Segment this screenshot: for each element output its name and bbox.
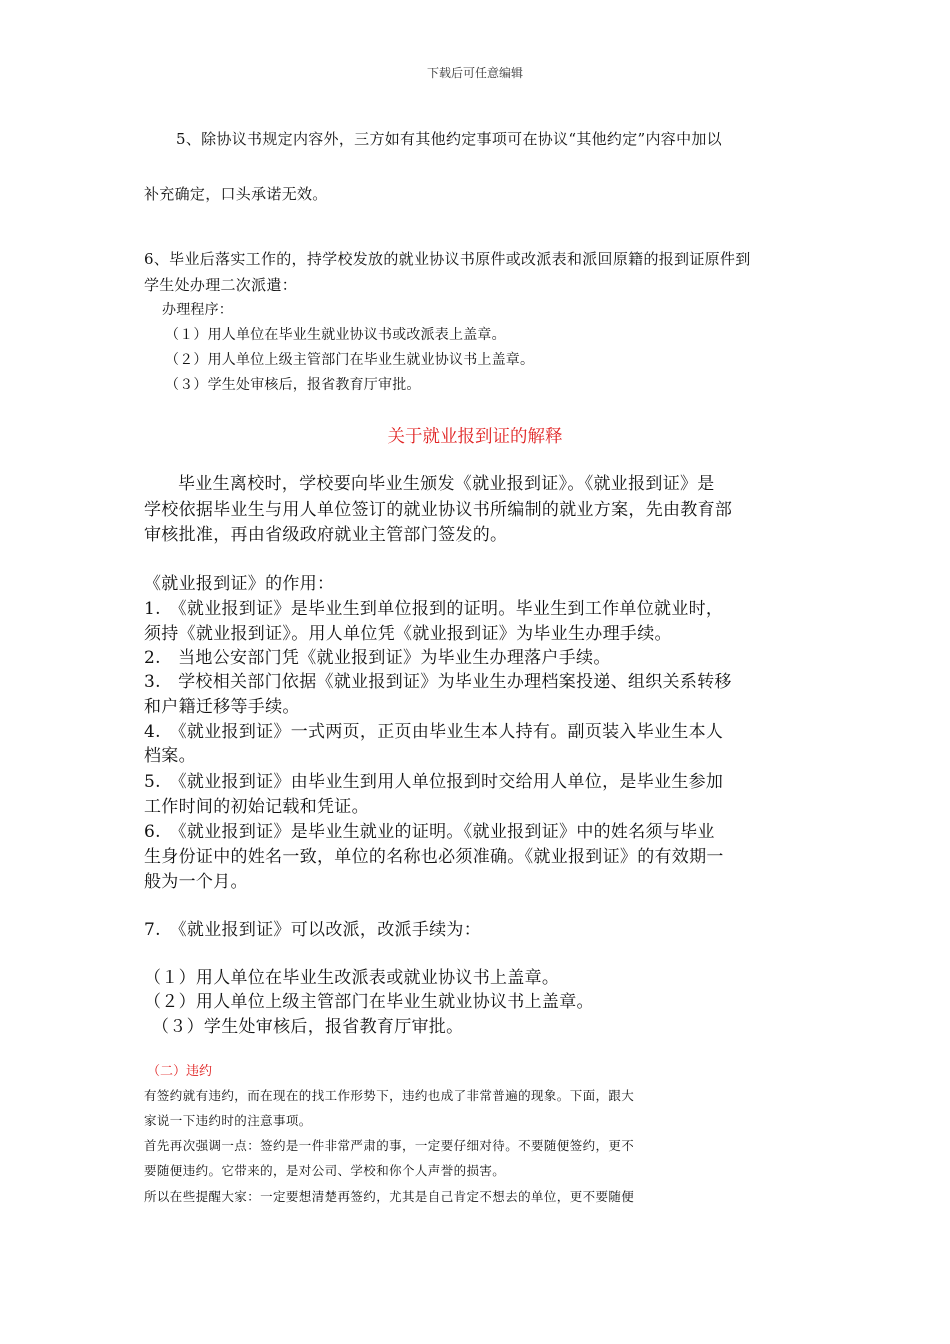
- page-header: 下载后可任意编辑: [426, 66, 523, 80]
- change-step: （２）用人单位上级主管部门在毕业生就业协议书上盖章。: [144, 992, 594, 1012]
- breach-line: 首先再次强调一点：签约是一件非常严肃的事，一定要仔细对待。不要随便签约，更不: [144, 1138, 635, 1153]
- role-item-line: 生身份证中的姓名一致，单位的名称也必须准确。《就业报到证》的有效期一: [144, 847, 724, 867]
- role-heading: 《就业报到证》的作用：: [144, 574, 335, 594]
- breach-heading: （二）违约: [147, 1064, 213, 1079]
- role-item-7: 7. 《就业报到证》可以改派，改派手续为：: [144, 920, 482, 940]
- paragraph-6-line-2: 学生处办理二次派遣：: [144, 276, 298, 294]
- paragraph-5-line-1: 5、除协议书规定内容外，三方如有其他约定事项可在协议“其他约定”内容中加以: [176, 130, 722, 148]
- role-item-line: 须持《就业报到证》。用人单位凭《就业报到证》为毕业生办理手续。: [144, 624, 672, 644]
- breach-line: 有签约就有违约，而在现在的找工作形势下，违约也成了非常普遍的现象。下面，跟大: [144, 1088, 635, 1103]
- role-item-line: 和户籍迁移等手续。: [144, 697, 300, 717]
- paragraph-6-line-1: 6、毕业后落实工作的，持学校发放的就业协议书原件或改派表和派回原籍的报到证原件到: [144, 250, 751, 268]
- intro-line-3: 审核批准，再由省级政府就业主管部门签发的。: [144, 525, 508, 545]
- role-item-line: 1. 《就业报到证》是毕业生到单位报到的证明。毕业生到工作单位就业时，: [144, 599, 724, 619]
- role-item-line: 档案。: [144, 746, 196, 766]
- breach-line: 家说一下违约时的注意事项。: [144, 1113, 312, 1128]
- role-item-line: 3. 学校相关部门依据《就业报到证》为毕业生办理档案投递、组织关系转移: [144, 672, 732, 692]
- breach-line: 所以在些提醒大家：一定要想清楚再签约，尤其是自己肯定不想去的单位，更不要随便: [144, 1189, 635, 1204]
- change-step: （１）用人单位在毕业生改派表或就业协议书上盖章。: [144, 968, 560, 988]
- role-item-line: 4. 《就业报到证》一式两页，正页由毕业生本人持有。副页装入毕业生本人: [144, 722, 724, 742]
- breach-line: 要随便违约。它带来的，是对公司、学校和你个人声誉的损害。: [144, 1163, 506, 1178]
- role-item-line: 工作时间的初始记载和凭证。: [144, 797, 369, 817]
- change-step: （３）学生处审核后，报省教育厅审批。: [152, 1017, 464, 1037]
- section-title: 关于就业报到证的解释: [387, 427, 563, 447]
- role-item-line: 2. 当地公安部门凭《就业报到证》为毕业生办理落户手续。: [144, 648, 611, 668]
- procedure-label: 办理程序：: [162, 302, 233, 318]
- role-item-line: 5. 《就业报到证》由毕业生到用人单位报到时交给用人单位，是毕业生参加: [144, 772, 724, 792]
- procedure-step: （１）用人单位在毕业生就业协议书或改派表上盖章。: [165, 327, 506, 343]
- role-item-line: 般为一个月。: [144, 872, 248, 892]
- role-item-line: 6. 《就业报到证》是毕业生就业的证明。《就业报到证》中的姓名须与毕业: [144, 822, 715, 842]
- intro-line-1: 毕业生离校时，学校要向毕业生颁发《就业报到证》。《就业报到证》是: [178, 474, 715, 494]
- paragraph-5-line-2: 补充确定，口头承诺无效。: [144, 185, 328, 203]
- procedure-step: （２）用人单位上级主管部门在毕业生就业协议书上盖章。: [165, 352, 535, 368]
- intro-line-2: 学校依据毕业生与用人单位签订的就业协议书所编制的就业方案，先由教育部: [144, 500, 733, 520]
- procedure-step: （３）学生处审核后，报省教育厅审批。: [165, 377, 421, 393]
